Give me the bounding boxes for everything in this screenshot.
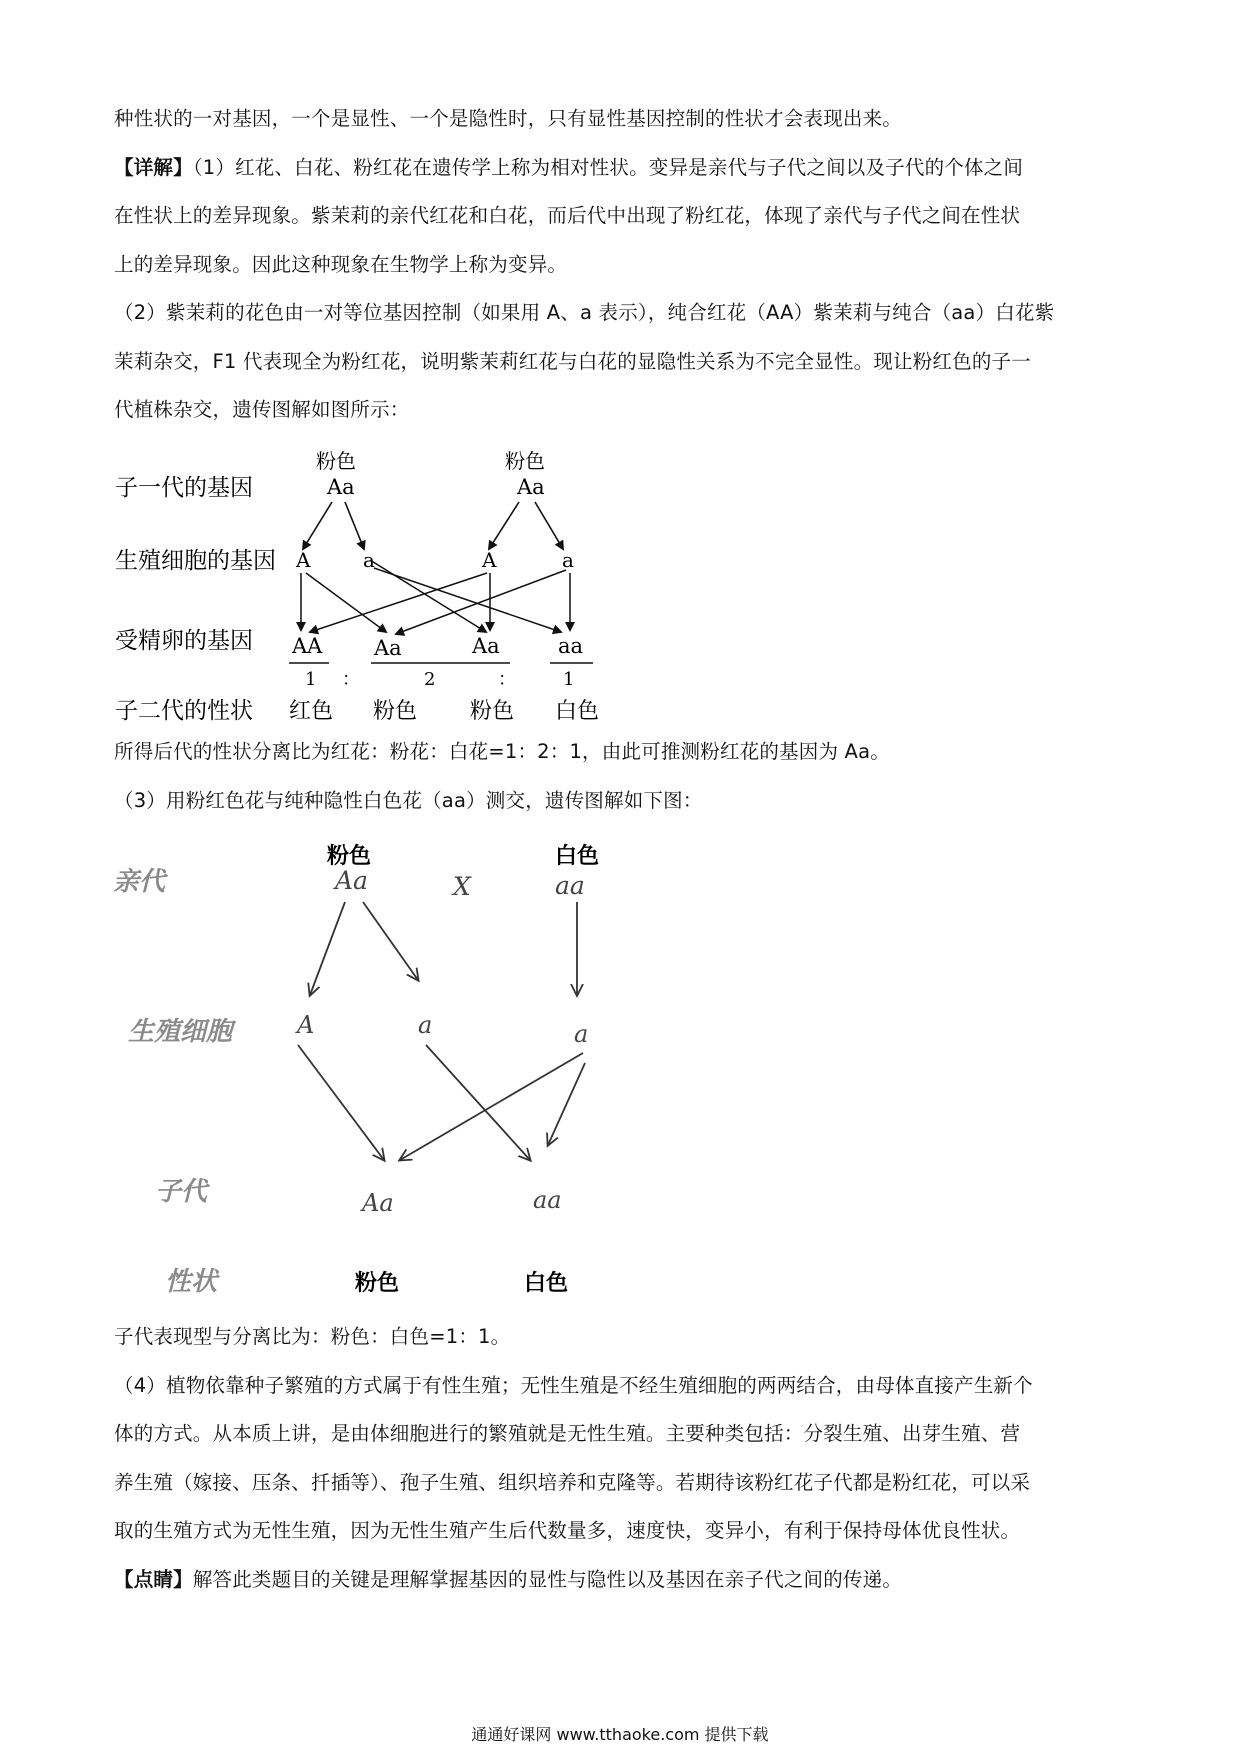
- parent-left-color: 粉色: [327, 844, 372, 869]
- row-label-parents: 亲代: [113, 867, 166, 897]
- parent-right-color: 白色: [555, 844, 600, 869]
- parent-color: 粉色: [316, 449, 356, 473]
- text-line: 代植株杂交，遗传图解如图所示：: [114, 398, 410, 421]
- gamete: A: [482, 548, 497, 572]
- trait: 粉色: [470, 699, 515, 724]
- gamete: A: [297, 1011, 315, 1039]
- ratio-sep: ：: [498, 669, 516, 690]
- row-label-offspring: 子代: [155, 1177, 208, 1207]
- zygote: Aa: [374, 636, 402, 660]
- trait: 粉色: [355, 1271, 400, 1296]
- ratio-sep: ：: [342, 669, 360, 690]
- gamete: a: [562, 548, 574, 572]
- gamete: a: [363, 548, 375, 572]
- row-label-gametes: 生殖细胞: [128, 1017, 233, 1047]
- text-line: （4）植物依靠种子繁殖的方式属于有性生殖；无性生殖是不经生殖细胞的两两结合，由母体直接产生新个: [114, 1373, 1033, 1397]
- text-line: 【点睛】解答此类题目的关键是理解掌握基因的显性与隐性以及基因在亲子代之间的传递。: [114, 1567, 903, 1591]
- parent-genotype: Aa: [327, 475, 355, 499]
- ratio-value: 1: [563, 669, 575, 690]
- text-line: 茉莉杂交，F1 代表现全为粉红花，说明紫茉莉红花与白花的显隐性关系为不完全显性。现让粉红色的子一: [114, 349, 1031, 373]
- row-label-traits: 性状: [165, 1267, 218, 1297]
- trait: 白色: [524, 1271, 569, 1296]
- page-footer: 通通好课网 www.tthaoke.com 提供下载: [471, 1725, 769, 1744]
- zygote: AA: [292, 634, 323, 658]
- trait: 白色: [555, 699, 600, 724]
- detail-label: 【详解】: [114, 155, 193, 179]
- row-label-gamete-genes: 生殖细胞的基因: [115, 548, 276, 574]
- text-line: （3）用粉红色花与纯种隐性白色花（aa）测交，遗传图解如下图：: [114, 788, 703, 812]
- text-line: 取的生殖方式为无性生殖，因为无性生殖产生后代数量多，速度快，变异小，有利于保持母体优良性状。: [114, 1519, 1021, 1542]
- parent-color: 粉色: [505, 449, 545, 473]
- offspring-genotype: Aa: [362, 1189, 394, 1217]
- cross-symbol: X: [453, 872, 471, 901]
- parent-right-genotype: aa: [555, 871, 585, 900]
- ratio-value: 1: [305, 669, 317, 690]
- zygote: Aa: [472, 634, 500, 658]
- zygote: aa: [558, 634, 584, 658]
- parent-genotype: Aa: [517, 475, 545, 499]
- offspring-genotype: aa: [533, 1186, 562, 1214]
- parent-left-genotype: Aa: [335, 866, 368, 895]
- row-label-f1-genes: 子一代的基因: [115, 475, 253, 501]
- text-line: 所得后代的性状分离比为红花：粉花：白花=1：2：1，由此可推测粉红花的基因为 Aa。: [114, 740, 890, 763]
- text-line: 【详解】（1）红花、白花、粉红花在遗传学上称为相对性状。变异是亲代与子代之间以及子代的个体之间: [114, 155, 1024, 179]
- text-line: 体的方式。从本质上讲，是由体细胞进行的繁殖就是无性生殖。主要种类包括：分裂生殖、出芽生殖、营: [114, 1422, 1021, 1445]
- text-line: 子代表现型与分离比为：粉色：白色=1：1。: [114, 1325, 511, 1348]
- bottom-paragraphs: [114, 1313, 1130, 1604]
- gamete: a: [418, 1011, 433, 1039]
- text-line: （2）紫茉莉的花色由一对等位基因控制（如果用 A、a 表示），纯合红花（AA）紫茉莉与纯合（aa）白花紫: [114, 301, 1055, 324]
- text-line: 在性状上的差异现象。紫茉莉的亲代红花和白花，而后代中出现了粉红花，体现了亲代与子代之间在性状: [114, 204, 1021, 227]
- text-line: 种性状的一对基因，一个是显性、一个是隐性时，只有显性基因控制的性状才会表现出来。: [114, 107, 903, 130]
- row-label-zygote-genes: 受精卵的基因: [115, 628, 253, 654]
- text-line: 上的差异现象。因此这种现象在生物学上称为变异。: [114, 252, 568, 276]
- ratio-value: 2: [424, 669, 436, 690]
- key-point-label: 【点睛】: [114, 1567, 193, 1591]
- gamete: a: [574, 1020, 589, 1048]
- row-label-f2-traits: 子二代的性状: [115, 698, 253, 724]
- gamete: A: [296, 548, 311, 572]
- text-line: 养生殖（嫁接、压条、扦插等）、孢子生殖、组织培养和克隆等。若期待该粉红花子代都是粉红花，可以采: [114, 1470, 1031, 1494]
- trait: 红色: [289, 699, 334, 724]
- trait: 粉色: [373, 699, 418, 724]
